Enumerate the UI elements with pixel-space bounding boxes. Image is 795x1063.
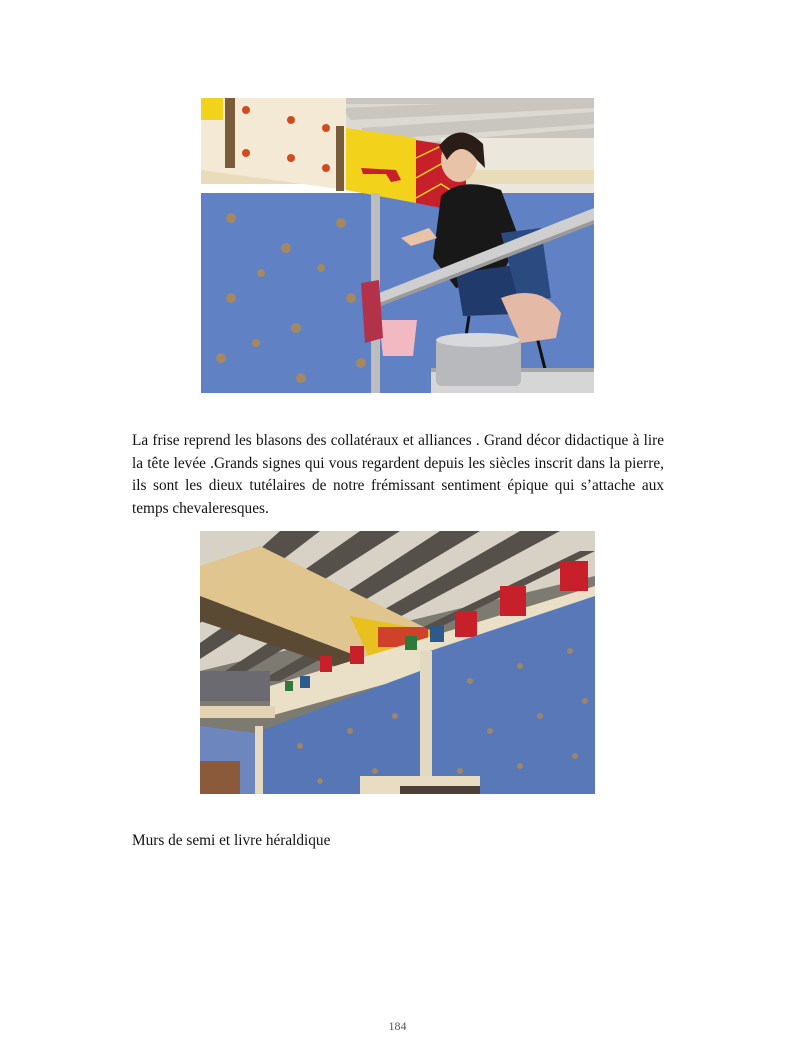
painter-scaffold-image bbox=[201, 98, 594, 393]
photo-painter-on-scaffold bbox=[201, 98, 594, 393]
page-number: 184 bbox=[388, 1019, 407, 1033]
body-paragraph: La frise reprend les blasons des collatéraux et alliances . Grand décor didactique à lire la tête levée .Grands signes qui vous regardent depuis les siècles inscrit dans la pierre, ils sont les dieux tutélaires de notre frémissant sentiment épique qui s’attache aux temps chevaleresques. bbox=[132, 432, 664, 517]
photo-caption: Murs de semi et livre héraldique bbox=[132, 832, 331, 849]
heraldic-walls-image bbox=[200, 531, 595, 794]
photo-heraldic-walls bbox=[200, 531, 595, 794]
